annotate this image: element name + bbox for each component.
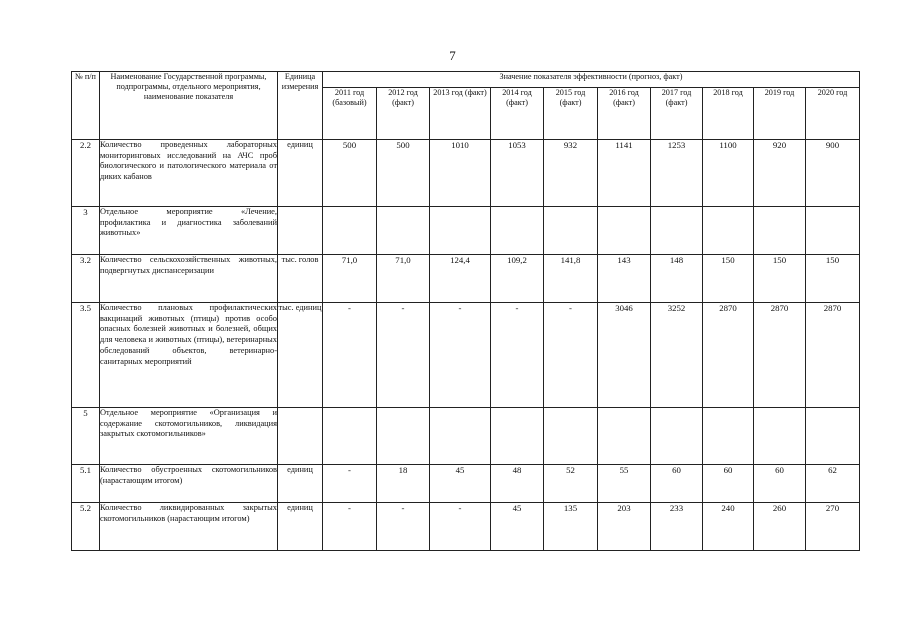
row-value-cell — [754, 207, 806, 255]
row-value-cell: 2870 — [806, 303, 860, 408]
row-number: 3 — [72, 207, 100, 255]
row-unit: тыс. единиц — [278, 303, 323, 408]
page-number: 7 — [449, 48, 456, 63]
row-value-cell: 500 — [377, 140, 430, 207]
table-row — [72, 207, 860, 255]
row-value-cell: 500 — [323, 140, 377, 207]
header-name: Наименование Государственной программы, подпрограммы, отдельного мероприятия, наименование показателя — [100, 72, 278, 140]
row-value-cell: - — [323, 303, 377, 408]
row-value-cell — [491, 207, 544, 255]
row-value-cell — [323, 207, 377, 255]
row-number: 5 — [72, 408, 100, 465]
table-row — [72, 140, 860, 207]
row-value-cell: 1100 — [703, 140, 754, 207]
row-indicator-name: Количество ликвидированных закрытых скотомогильников (нарастающим итогом) — [100, 503, 278, 551]
row-value-cell: 900 — [806, 140, 860, 207]
row-value-cell — [703, 207, 754, 255]
row-value-cell: 270 — [806, 503, 860, 551]
row-value-cell — [544, 207, 598, 255]
row-indicator-name: Количество сельскохозяйственных животных, подвергнутых диспансеризации — [100, 255, 278, 303]
row-value-cell: 260 — [754, 503, 806, 551]
row-value-cell: - — [430, 503, 491, 551]
efficiency-indicators-table — [71, 71, 860, 551]
row-value-cell: - — [323, 503, 377, 551]
row-value-cell: 1010 — [430, 140, 491, 207]
row-unit — [278, 408, 323, 465]
row-value-cell — [806, 207, 860, 255]
row-value-cell — [544, 408, 598, 465]
header-year: 2019 год — [754, 88, 806, 140]
row-value-cell — [430, 207, 491, 255]
row-value-cell: 150 — [703, 255, 754, 303]
row-value-cell: 135 — [544, 503, 598, 551]
row-value-cell — [703, 408, 754, 465]
row-unit — [278, 207, 323, 255]
header-year: 2017 год (факт) — [651, 88, 703, 140]
row-value-cell: 60 — [754, 465, 806, 503]
header-value-group: Значение показателя эффективности (прогноз, факт) — [323, 72, 860, 88]
row-value-cell — [323, 408, 377, 465]
row-value-cell — [754, 408, 806, 465]
row-unit: единиц — [278, 503, 323, 551]
header-unit: Единица измерения — [278, 72, 323, 140]
row-value-cell: 109,2 — [491, 255, 544, 303]
row-unit: единиц — [278, 465, 323, 503]
row-value-cell: 1053 — [491, 140, 544, 207]
row-indicator-name: Отдельное мероприятие «Лечение, профилактика и диагностика заболеваний животных» — [100, 207, 278, 255]
row-value-cell: 60 — [703, 465, 754, 503]
header-year: 2011 год (базовый) — [323, 88, 377, 140]
row-value-cell: 203 — [598, 503, 651, 551]
row-value-cell: - — [377, 503, 430, 551]
header-year: 2013 год (факт) — [430, 88, 491, 140]
row-indicator-name: Отдельное мероприятие «Организация и содержание скотомогильников, ликвидация закрытых скотомогильников» — [100, 408, 278, 465]
row-value-cell: 920 — [754, 140, 806, 207]
row-value-cell: - — [491, 303, 544, 408]
row-number: 5.2 — [72, 503, 100, 551]
row-value-cell — [651, 207, 703, 255]
row-value-cell: 240 — [703, 503, 754, 551]
row-value-cell — [598, 207, 651, 255]
header-year: 2015 год (факт) — [544, 88, 598, 140]
row-value-cell: 3252 — [651, 303, 703, 408]
row-value-cell: 1141 — [598, 140, 651, 207]
row-indicator-name: Количество обустроенных скотомогильников (нарастающим итогом) — [100, 465, 278, 503]
row-value-cell — [598, 408, 651, 465]
row-number: 3.2 — [72, 255, 100, 303]
row-value-cell: 60 — [651, 465, 703, 503]
row-value-cell: 18 — [377, 465, 430, 503]
row-number: 5.1 — [72, 465, 100, 503]
row-value-cell: 3046 — [598, 303, 651, 408]
header-year: 2012 год (факт) — [377, 88, 430, 140]
row-value-cell: 150 — [806, 255, 860, 303]
table-body — [72, 140, 860, 551]
row-value-cell: - — [544, 303, 598, 408]
row-value-cell — [806, 408, 860, 465]
row-value-cell: 148 — [651, 255, 703, 303]
row-indicator-name: Количество плановых профилактических вакцинаций животных (птицы) против особо опасных болезней животных и болезней, общих для человека и животных (птицы), ветеринарных обследований объектов, ветеринарно-санитарных мероприятий — [100, 303, 278, 408]
table-row — [72, 303, 860, 408]
header-number: № п/п — [72, 72, 100, 140]
table-row — [72, 503, 860, 551]
row-value-cell: 2870 — [754, 303, 806, 408]
row-value-cell: 2870 — [703, 303, 754, 408]
row-value-cell — [377, 207, 430, 255]
row-value-cell: 932 — [544, 140, 598, 207]
header-year: 2016 год (факт) — [598, 88, 651, 140]
row-unit: единиц — [278, 140, 323, 207]
row-value-cell: 1253 — [651, 140, 703, 207]
row-value-cell: 45 — [491, 503, 544, 551]
row-value-cell: 52 — [544, 465, 598, 503]
row-value-cell: - — [377, 303, 430, 408]
header-year: 2018 год — [703, 88, 754, 140]
row-value-cell: - — [430, 303, 491, 408]
row-indicator-name: Количество проведенных лабораторных мониторинговых исследований на АЧС проб биологического и патологического материала от диких кабанов — [100, 140, 278, 207]
row-number: 3.5 — [72, 303, 100, 408]
row-value-cell: 45 — [430, 465, 491, 503]
row-value-cell — [377, 408, 430, 465]
row-value-cell: 71,0 — [323, 255, 377, 303]
row-number: 2.2 — [72, 140, 100, 207]
row-unit: тыс. голов — [278, 255, 323, 303]
row-value-cell: 124,4 — [430, 255, 491, 303]
row-value-cell: 71,0 — [377, 255, 430, 303]
row-value-cell: 150 — [754, 255, 806, 303]
row-value-cell — [430, 408, 491, 465]
table-row — [72, 255, 860, 303]
table-row — [72, 465, 860, 503]
row-value-cell: 141,8 — [544, 255, 598, 303]
table-row — [72, 408, 860, 465]
row-value-cell — [491, 408, 544, 465]
row-value-cell: 48 — [491, 465, 544, 503]
row-value-cell: 55 — [598, 465, 651, 503]
row-value-cell: 143 — [598, 255, 651, 303]
row-value-cell: - — [323, 465, 377, 503]
row-value-cell: 233 — [651, 503, 703, 551]
row-value-cell: 62 — [806, 465, 860, 503]
header-year: 2014 год (факт) — [491, 88, 544, 140]
row-value-cell — [651, 408, 703, 465]
header-year: 2020 год — [806, 88, 860, 140]
